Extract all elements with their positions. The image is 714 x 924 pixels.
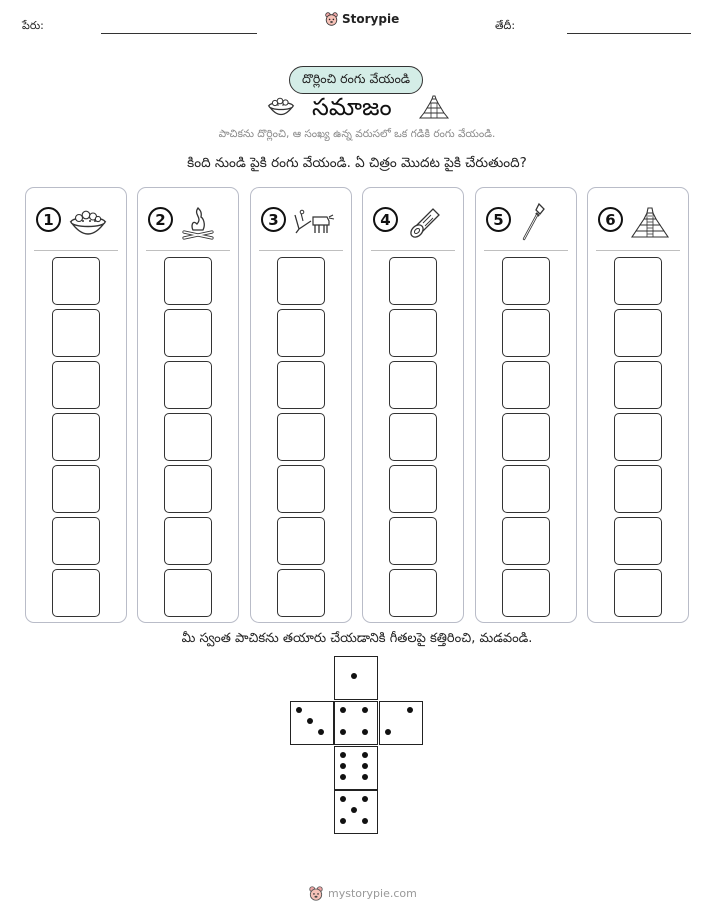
footer-url: mystorypie.com bbox=[328, 887, 417, 900]
brand-logo bbox=[325, 12, 399, 26]
dice-pip bbox=[362, 774, 368, 780]
column-1 bbox=[25, 187, 127, 623]
color-box[interactable] bbox=[277, 309, 325, 357]
dice-face-4 bbox=[334, 701, 378, 745]
ox-plough-icon bbox=[293, 207, 337, 237]
color-box[interactable] bbox=[502, 569, 550, 617]
column-divider bbox=[34, 250, 118, 251]
color-box[interactable] bbox=[52, 569, 100, 617]
column-header bbox=[588, 202, 688, 246]
dice-pip bbox=[340, 818, 346, 824]
column-divider bbox=[596, 250, 680, 251]
color-box[interactable] bbox=[277, 517, 325, 565]
dice-pip bbox=[340, 729, 346, 735]
color-box[interactable] bbox=[164, 309, 212, 357]
color-box[interactable] bbox=[389, 257, 437, 305]
bear-icon bbox=[325, 12, 338, 26]
color-box[interactable] bbox=[389, 465, 437, 513]
date-line[interactable] bbox=[567, 33, 691, 34]
dice-pip bbox=[362, 707, 368, 713]
color-box[interactable] bbox=[164, 257, 212, 305]
dice-pip bbox=[340, 763, 346, 769]
column-6 bbox=[587, 187, 689, 623]
color-box[interactable] bbox=[164, 569, 212, 617]
color-box[interactable] bbox=[389, 309, 437, 357]
column-divider bbox=[146, 250, 230, 251]
column-number: 5 bbox=[486, 207, 511, 232]
color-box[interactable] bbox=[389, 413, 437, 461]
date-label: తేదీ: bbox=[495, 19, 516, 32]
color-box[interactable] bbox=[52, 257, 100, 305]
column-divider bbox=[484, 250, 568, 251]
color-box[interactable] bbox=[502, 361, 550, 409]
color-box[interactable] bbox=[164, 413, 212, 461]
dice-pip bbox=[307, 718, 313, 724]
cut-instruction: మీ స్వంత పాచికను తయారు చేయడానికి గీతలపై కత్తిరించి, మడవండి. bbox=[181, 631, 533, 646]
color-box[interactable] bbox=[502, 465, 550, 513]
color-box[interactable] bbox=[502, 413, 550, 461]
name-line[interactable] bbox=[101, 33, 257, 34]
column-divider bbox=[259, 250, 343, 251]
dice-pip bbox=[340, 774, 346, 780]
spear-icon bbox=[518, 202, 548, 242]
footer bbox=[309, 886, 417, 901]
color-box[interactable] bbox=[52, 465, 100, 513]
bear-icon bbox=[309, 886, 323, 901]
dice-face-2 bbox=[379, 701, 423, 745]
dice-pip bbox=[340, 707, 346, 713]
color-box[interactable] bbox=[614, 413, 662, 461]
color-box[interactable] bbox=[277, 257, 325, 305]
color-box[interactable] bbox=[277, 413, 325, 461]
instruction: కింది నుండి పైకి రంగు వేయండి. ఏ చిత్రం మొదట పైకి చేరుతుంది? bbox=[187, 155, 527, 171]
color-box[interactable] bbox=[614, 569, 662, 617]
color-box[interactable] bbox=[277, 361, 325, 409]
title-row bbox=[0, 94, 714, 124]
dice-pip bbox=[340, 796, 346, 802]
color-box[interactable] bbox=[52, 361, 100, 409]
dice-pip bbox=[362, 729, 368, 735]
dice-pip bbox=[362, 796, 368, 802]
dice-pip bbox=[362, 818, 368, 824]
color-box[interactable] bbox=[389, 361, 437, 409]
column-2 bbox=[137, 187, 239, 623]
color-box[interactable] bbox=[52, 413, 100, 461]
color-box[interactable] bbox=[502, 309, 550, 357]
food-bowl-icon bbox=[266, 95, 296, 119]
dice-pip bbox=[296, 707, 302, 713]
brand-name: Storypie bbox=[342, 12, 400, 26]
dice-pip bbox=[362, 752, 368, 758]
pyramid-icon bbox=[418, 95, 450, 119]
color-box[interactable] bbox=[52, 517, 100, 565]
dice-pip bbox=[351, 807, 357, 813]
column-3 bbox=[250, 187, 352, 623]
campfire-icon bbox=[180, 204, 216, 240]
dice-pip bbox=[362, 763, 368, 769]
column-header bbox=[363, 202, 463, 246]
column-header bbox=[251, 202, 351, 246]
column-5 bbox=[475, 187, 577, 623]
dice-face-3 bbox=[290, 701, 334, 745]
column-number: 2 bbox=[148, 207, 173, 232]
dice-face-6 bbox=[334, 746, 378, 790]
dice-pip bbox=[351, 673, 357, 679]
color-box[interactable] bbox=[502, 257, 550, 305]
dice-pip bbox=[385, 729, 391, 735]
column-header bbox=[476, 202, 576, 246]
color-box[interactable] bbox=[614, 361, 662, 409]
page-title: సమాజం bbox=[312, 93, 392, 121]
color-box[interactable] bbox=[614, 309, 662, 357]
color-box[interactable] bbox=[164, 361, 212, 409]
column-divider bbox=[371, 250, 455, 251]
subtitle: పాచికను దొర్లించి, ఆ సంఖ్య ఉన్న వరుసలో ఒక గడికి రంగు వేయండి. bbox=[218, 128, 496, 140]
column-number: 4 bbox=[373, 207, 398, 232]
column-number: 6 bbox=[598, 207, 623, 232]
dice-pip bbox=[318, 729, 324, 735]
dice-face-5 bbox=[334, 790, 378, 834]
food-bowl-icon bbox=[68, 206, 108, 240]
color-box[interactable] bbox=[614, 257, 662, 305]
color-box[interactable] bbox=[389, 517, 437, 565]
color-box[interactable] bbox=[614, 517, 662, 565]
column-number: 3 bbox=[261, 207, 286, 232]
color-box[interactable] bbox=[502, 517, 550, 565]
column-header bbox=[138, 202, 238, 246]
column-header bbox=[26, 202, 126, 246]
color-box[interactable] bbox=[389, 569, 437, 617]
dice-face-1 bbox=[334, 656, 378, 700]
activity-pill: దొర్లించి రంగు వేయండి bbox=[289, 66, 423, 94]
scroll-icon bbox=[405, 203, 443, 239]
column-4 bbox=[362, 187, 464, 623]
pyramid-icon bbox=[630, 204, 670, 238]
column-number: 1 bbox=[36, 207, 61, 232]
dice-pip bbox=[407, 707, 413, 713]
color-box[interactable] bbox=[614, 465, 662, 513]
color-box[interactable] bbox=[52, 309, 100, 357]
dice-pip bbox=[340, 752, 346, 758]
color-box[interactable] bbox=[277, 465, 325, 513]
color-box[interactable] bbox=[277, 569, 325, 617]
color-box[interactable] bbox=[164, 517, 212, 565]
color-box[interactable] bbox=[164, 465, 212, 513]
name-label: పేరు: bbox=[22, 19, 44, 32]
